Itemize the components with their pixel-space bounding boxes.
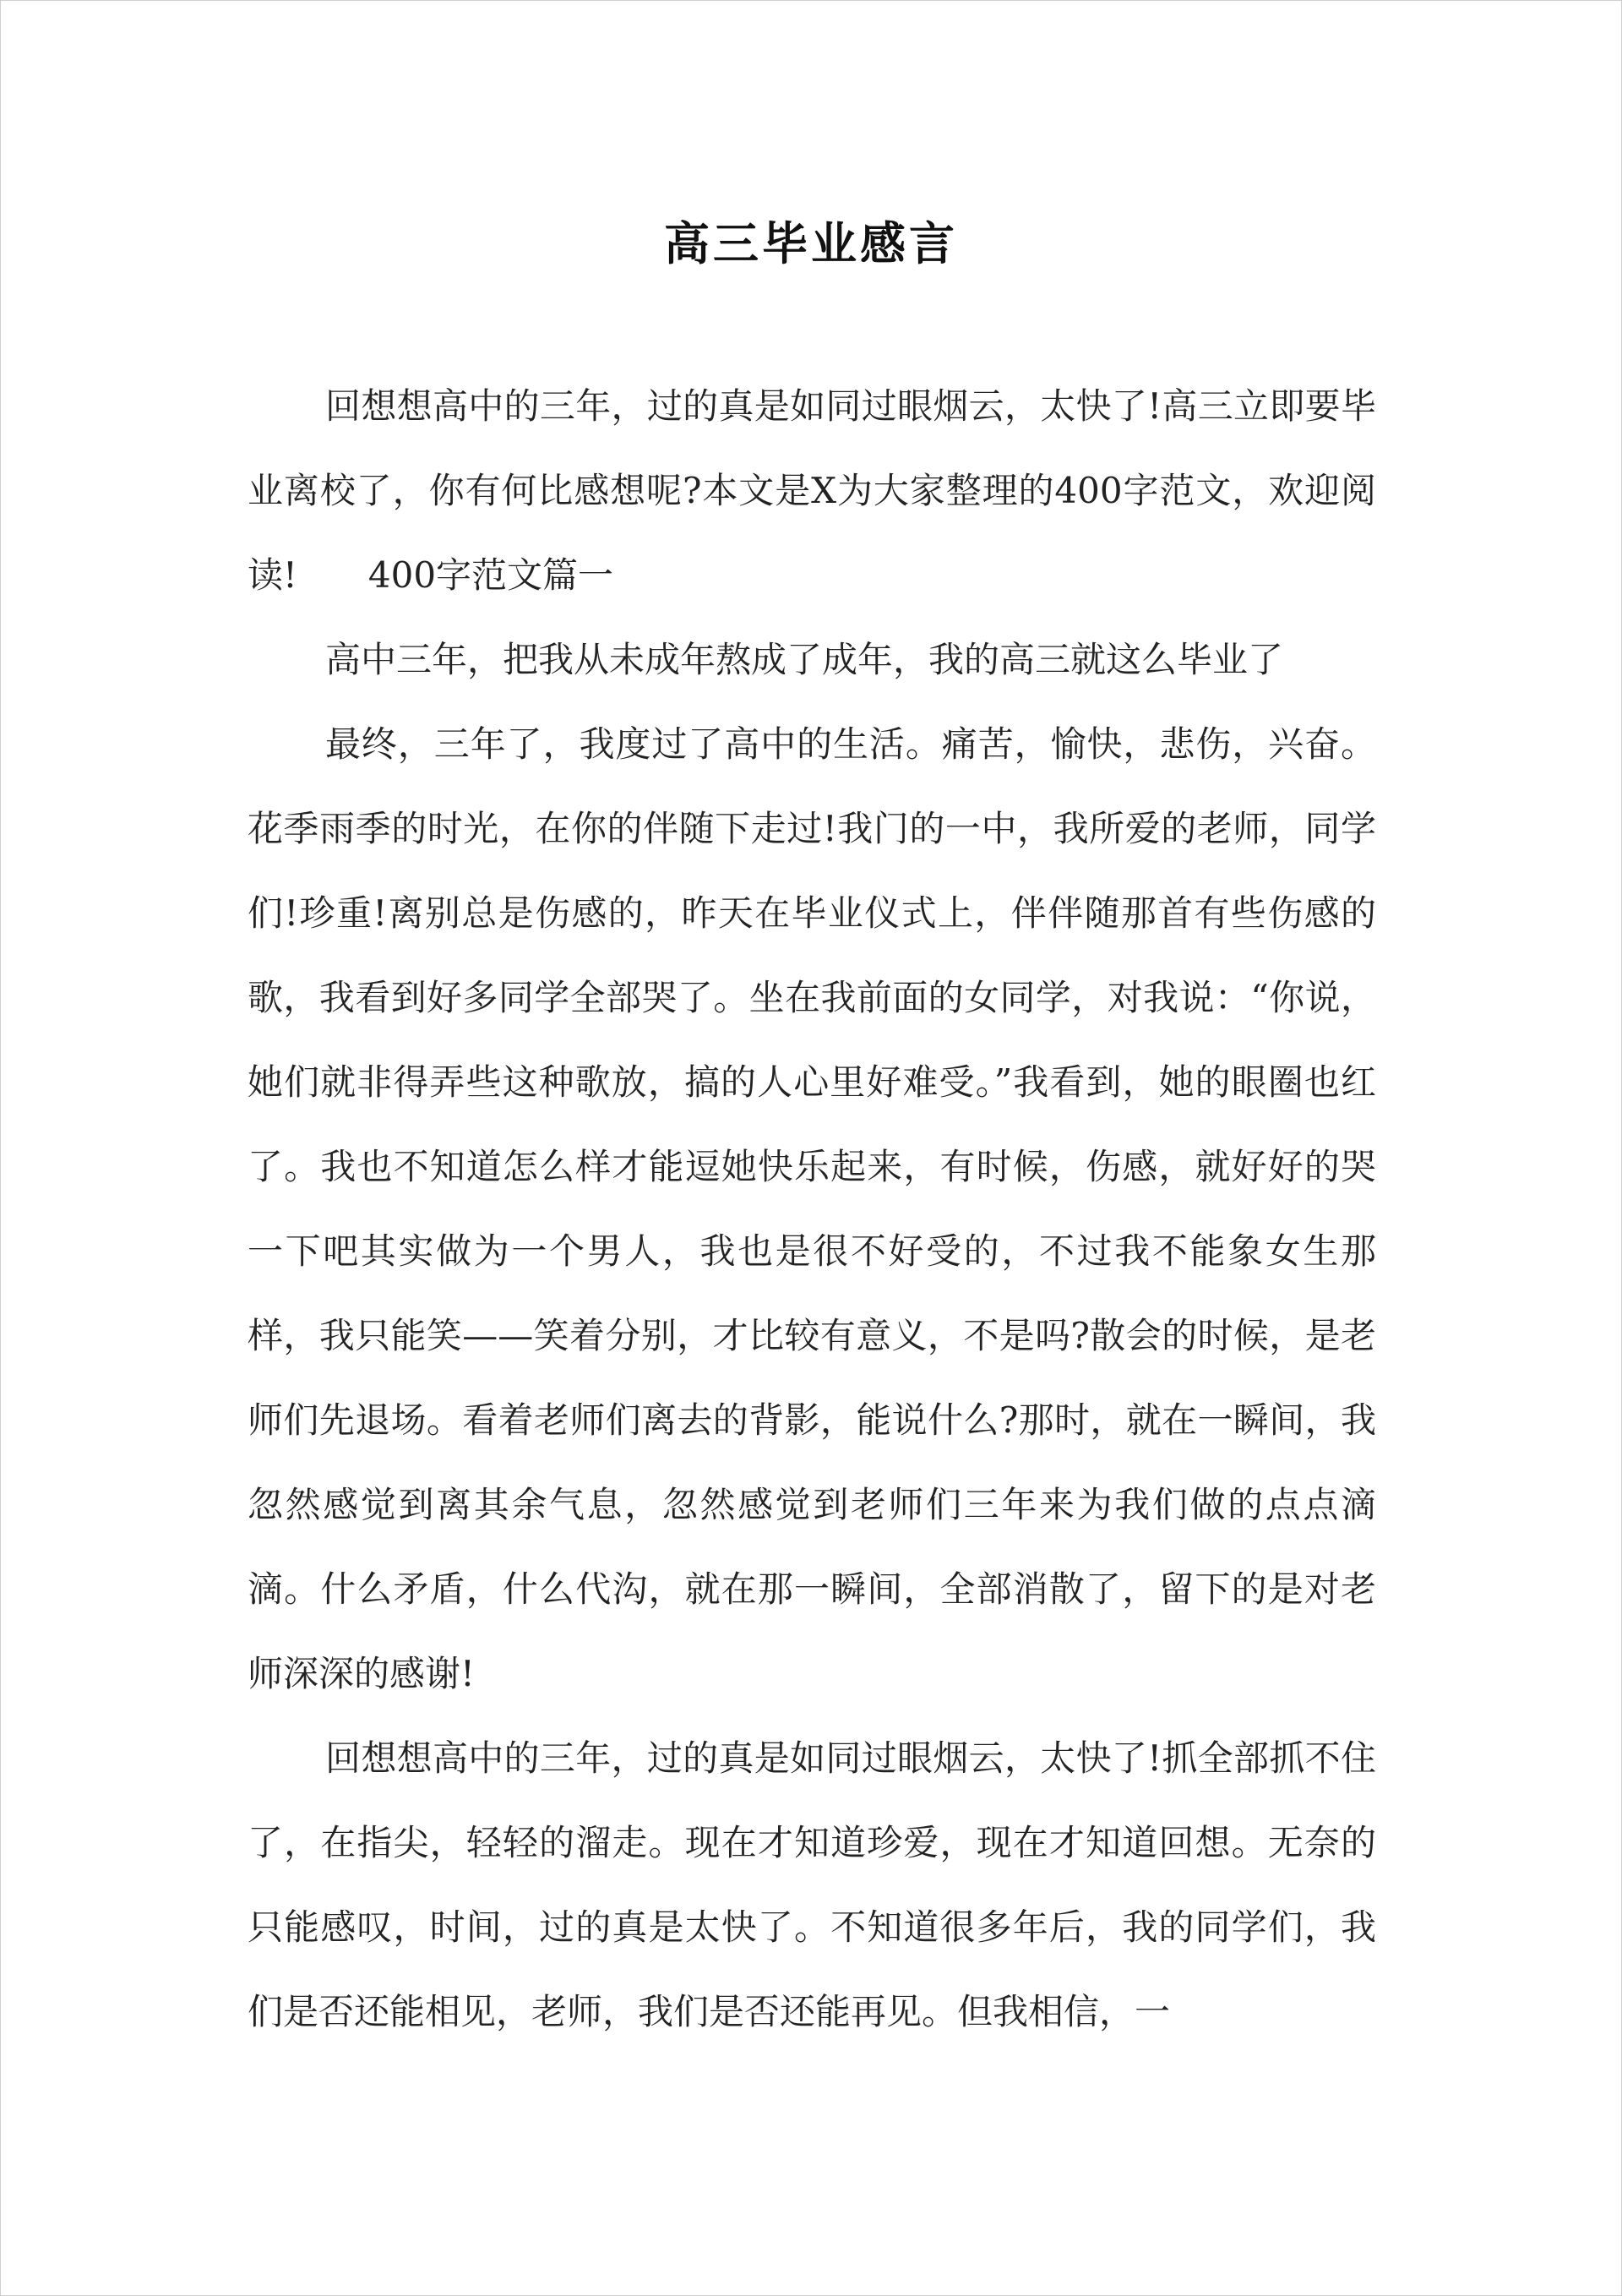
paragraph-graduation-ceremony: 最终，三年了，我度过了高中的生活。痛苦，愉快，悲伤，兴奋。花季雨季的时光，在你的伴随下走过!我门的一中，我所爱的老师，同学们!珍重!离别总是伤感的，昨天在毕业仪式上，伴伴随那首有些伤感的歌，我看到好多同学全部哭了。坐在我前面的女同学，对我说：“你说，她们就非得弄些这种歌放，搞的人心里好难受。”我看到，她的眼圈也红了。我也不知道怎么样才能逗她快乐起来，有时候，伤感，就好好的哭一下吧其实做为一个男人，我也是很不好受的，不过我不能象女生那样，我只能笑——笑着分别，才比较有意义，不是吗?散会的时候，是老师们先退场。看着老师们离去的背影，能说什么?那时，就在一瞬间，我忽然感觉到离其余气息，忽然感觉到老师们三年来为我们做的点点滴滴。什么矛盾，什么代沟，就在那一瞬间，全部消散了，留下的是对老师深深的感谢!: [248, 723, 1376, 1694]
document-body: [248, 364, 1376, 2054]
document-title: 高三毕业感言: [664, 216, 958, 270]
paragraph-intro: 回想想高中的三年，过的真是如同过眼烟云，太快了!高三立即要毕业离校了，你有何比感想呢?本文是X为大家整理的400字范文，欢迎阅读! 400字范文篇一: [248, 385, 1376, 596]
paragraph-reflection: 回想想高中的三年，过的真是如同过眼烟云，太快了!抓全部抓不住了，在指尖，轻轻的溜走。现在才知道珍爱，现在才知道回想。无奈的只能感叹，时间，过的真是太快了。不知道很多年后，我的同学们，我们是否还能相见，老师，我们是否还能再见。但我相信，一: [248, 1737, 1376, 2032]
paragraph-opening-line: 高中三年，把我从未成年熬成了成年，我的高三就这么毕业了: [325, 639, 1284, 680]
